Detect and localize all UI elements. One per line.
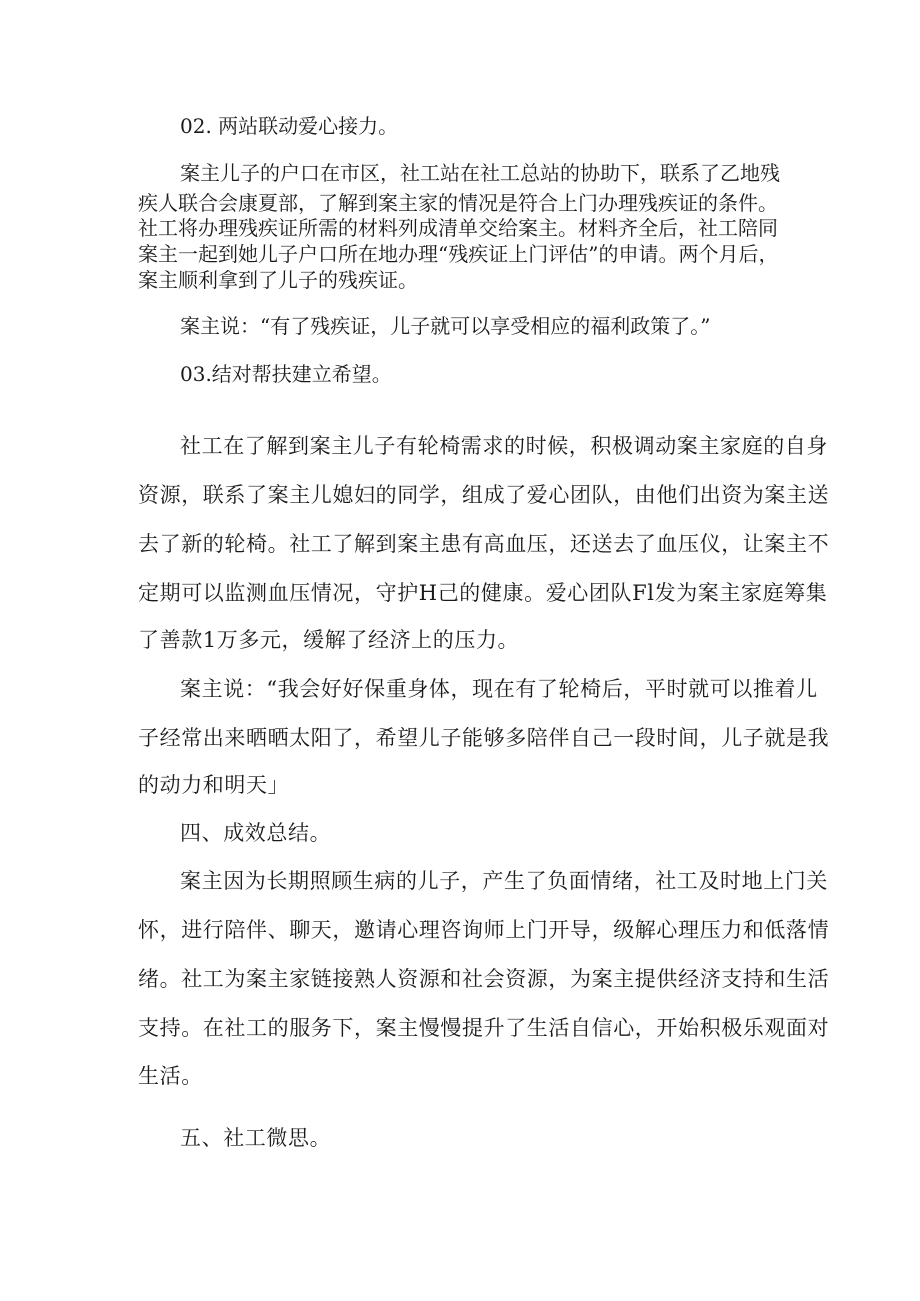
quote-line: 的动力和明天」 [138, 773, 290, 797]
section-heading-4: 四、成效总结。 [180, 821, 332, 845]
quote-line: 子经常出来晒晒太阳了，希望儿子能够多陪伴自己一段时间，儿子就是我 [138, 726, 830, 750]
section-heading-5: 五、社工微思。 [180, 1126, 332, 1150]
paragraph-line: 案主因为长期照顾生病的儿子，产生了负面情绪，社工及时地上门关 [180, 869, 828, 893]
paragraph-line: 支持。在社工的服务下，案主慢慢提升了生活自信心，开始积极乐观面对 [138, 1016, 830, 1040]
paragraph-line: 了善款1万多元，缓解了经济上的压力。 [138, 628, 520, 652]
paragraph-line: 去了新的轮椅。社工了解到案主患有高血压，还送去了血压仪，让案主不 [138, 532, 830, 556]
quote-line: 案主说：“我会好好保重身体，现在有了轮椅后，平时就可以推着儿 [180, 677, 818, 701]
paragraph-line: 怀，进行陪伴、聊天，邀请心理咨询师上门开导，级解心理压力和低落情 [138, 918, 830, 942]
paragraph-line: 案主顺利拿到了儿子的残疾证。 [138, 268, 418, 292]
paragraph-line: 案主一起到她儿子户口所在地办理“残疾证上门评估”的申请。两个月后， [138, 242, 779, 266]
quote-line: 案主说：“有了残疾证，儿子就可以享受相应的福利政策了。” [180, 314, 711, 338]
paragraph-line: 定期可以监测血压情况，守护H己的健康。爱心团队Fl发为案主家庭筹集 [138, 581, 828, 605]
paragraph-line: 疾人联合会康夏部，了解到案主家的情况是符合上门办理残疾证的条件。 [138, 191, 778, 215]
paragraph-line: 生活。 [138, 1064, 203, 1088]
paragraph-line: 案主儿子的户口在市区，社工站在社工总站的协助下，联系了乙地残 [180, 161, 780, 185]
paragraph-line: 社工在了解到案主儿子有轮椅需求的时候，积极调动案主家庭的自身 [180, 434, 828, 458]
paragraph-line: 资源，联系了案主儿媳妇的同学，组成了爱心团队，由他们出资为案主送 [138, 483, 830, 507]
section-heading-03: 03.结对帮扶建立希望。 [180, 362, 392, 386]
paragraph-line: 绪。社工为案主家链接熟人资源和社会资源，为案主提供经济支持和生活 [138, 967, 830, 991]
section-heading-02: 02. 两站联动爱心接力。 [180, 114, 399, 138]
paragraph-line: 社工将办理残疾证所需的材料列成清单交给案主。材料齐全后，社工陪同 [138, 216, 778, 240]
